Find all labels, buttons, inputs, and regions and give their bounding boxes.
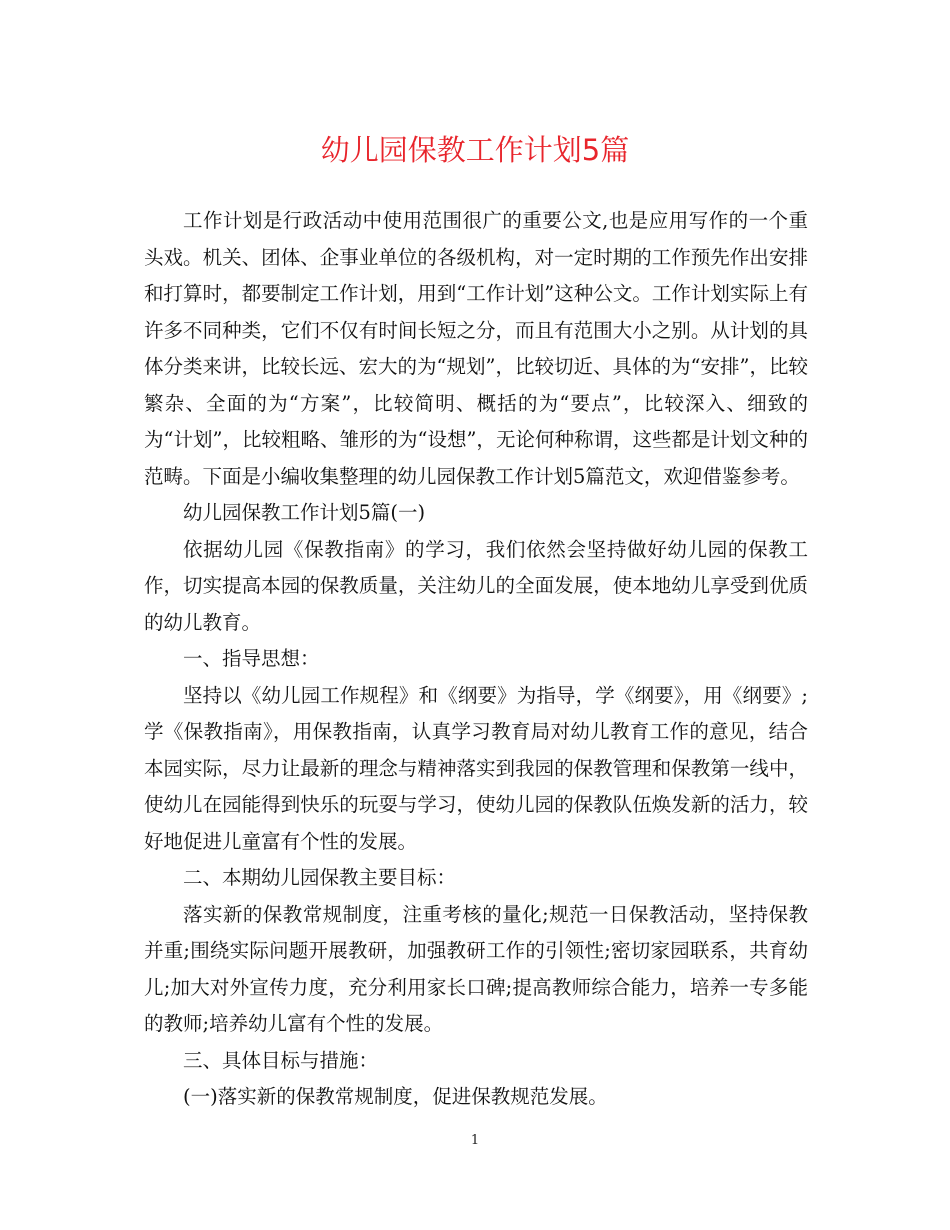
section-heading-part-one: 幼儿园保教工作计划5篇(一) — [183, 501, 426, 524]
page-number: 1 — [470, 1133, 480, 1148]
body-paragraph: 坚持以《幼儿园工作规程》和《纲要》为指导，学《纲要》，用《纲要》;学《保教指南》，用保教指南，认真学习教育局对幼儿教育工作的意见，结合本园实际，尽力让最新的理念与精神落实到我园的保教管理和保教第一线中，使幼儿在园能得到快乐的玩耍与学习，使幼儿园的保教队伍焕发新的活力，较好地促进儿童富有个性的发展。 — [144, 683, 808, 853]
section-heading-main-goals: 二、本期幼儿园保教主要目标： — [183, 866, 457, 889]
document-body — [144, 203, 808, 1116]
body-paragraph: 依据幼儿园《保教指南》的学习，我们依然会坚持做好幼儿园的保教工作，切实提高本园的保教质量，关注幼儿的全面发展，使本地幼儿享受到优质的幼儿教育。 — [144, 537, 808, 634]
section-heading-targets-measures: 三、具体目标与措施： — [183, 1048, 379, 1072]
intro-paragraph: 工作计划是行政活动中使用范围很广的重要公文,也是应用写作的一个重头戏。机关、团体、企事业单位的各级机构，对一定时期的工作预先作出安排和打算时，都要制定工作计划，用到“工作计划”这种公文。工作计划实际上有许多不同种类，它们不仅有时间长短之分，而且有范围大小之别。从计划的具体分类来讲，比较长远、宏大的为“规划”，比较切近、具体的为“安排”，比较繁杂、全面的为“方案”，比较简明、概括的为“要点”，比较深入、细致的为“计划”，比较粗略、雏形的为“设想”，无论何种称谓，这些都是计划文种的范畴。下面是小编收集整理的幼儿园保教工作计划5篇范文，欢迎借鉴参考。 — [144, 209, 808, 488]
body-paragraph: 落实新的保教常规制度，注重考核的量化;规范一日保教活动，坚持保教并重;围绕实际问题开展教研，加强教研工作的引领性;密切家园联系，共育幼儿;加大对外宣传力度，充分利用家长口碑;提高教师综合能力，培养一专多能的教师;培养幼儿富有个性的发展。 — [144, 902, 808, 1035]
subsection-heading: (一)落实新的保教常规制度，促进保教规范发展。 — [183, 1085, 608, 1108]
section-heading-guiding-ideas: 一、指导思想： — [183, 647, 320, 670]
document-title: 幼儿园保教工作计划5篇 — [320, 133, 630, 167]
